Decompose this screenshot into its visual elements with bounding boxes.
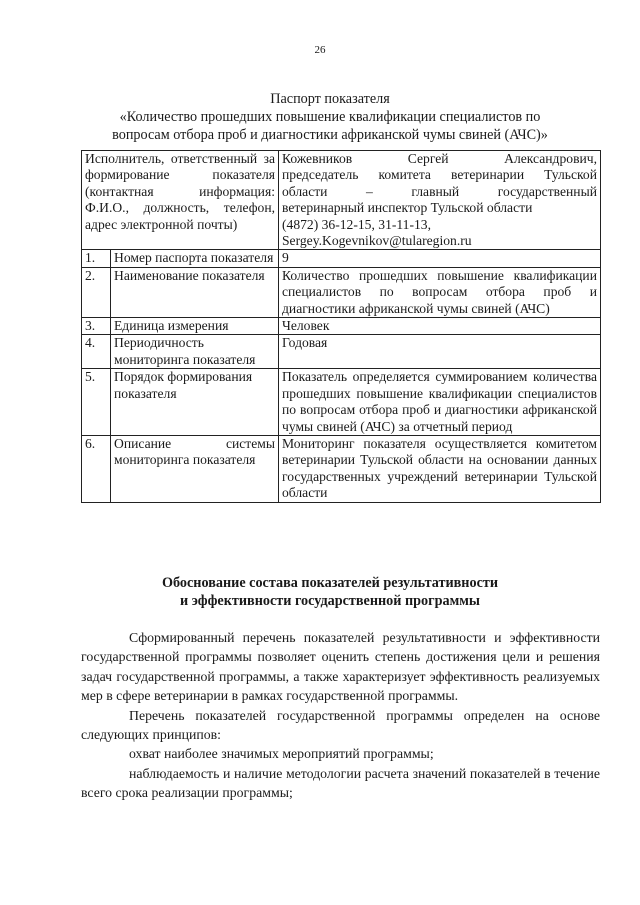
row-value: Показатель определяется суммированием количества прошедших повышение квалификации специалистов по вопросам отбора проб и диагностики африканской чумы свиней (АЧС) за отчетный период — [279, 369, 601, 436]
page-number: 26 — [314, 44, 326, 56]
row-value: 9 — [279, 250, 601, 267]
row-label: Описание системы мониторинга показателя — [111, 435, 279, 502]
title-line-3: вопросам отбора проб и диагностики африканской чумы свиней (АЧС)» — [112, 127, 548, 143]
executor-line: ветеринарный инспектор Тульской области — [282, 200, 533, 216]
section-heading — [60, 574, 600, 610]
paragraph: охват наиболее значимых мероприятий программы; — [129, 746, 434, 762]
executor-value — [279, 151, 601, 250]
row-value: Количество прошедших повышение квалификации специалистов по вопросам отбора проб и диагностики африканской чумы свиней (АЧС) — [279, 267, 601, 317]
table-row — [82, 435, 601, 502]
row-value: Мониторинг показателя осуществляется комитетом ветеринарии Тульской области на основании данных государственных учреждений ветеринарии Тульской области — [279, 435, 601, 502]
paragraph: Перечень показателей государственной программы определен на основе следующих принципов: — [81, 707, 600, 743]
executor-line: Кожевников Сергей Александрович, — [282, 151, 597, 166]
executor-email: Sergey.Kogevnikov@tularegion.ru — [282, 233, 472, 249]
title-line-1: Паспорт показателя — [270, 91, 390, 107]
table-row — [82, 267, 601, 317]
section-heading-line-1: Обоснование состава показателей результативности — [161, 575, 499, 591]
row-number: 1. — [82, 250, 111, 267]
paragraph: наблюдаемость и наличие методологии расчета значений показателей в течение всего срока реализации программы; — [81, 765, 600, 801]
table-row-executor — [82, 151, 601, 250]
row-label: Наименование показателя — [111, 267, 279, 317]
table-row — [82, 250, 601, 267]
executor-line: области – главный государственный — [282, 183, 597, 199]
row-value: Годовая — [279, 335, 601, 369]
row-label: Номер паспорта показателя — [111, 250, 279, 267]
body-text — [81, 628, 600, 803]
row-value: Человек — [279, 318, 601, 335]
paragraph: Сформированный перечень показателей результативности и эффективности государственной программы позволяет оценить степень достижения цели и решения задач государственной программы, а также характеризует эффективность реализуемых мер в сфере ветеринарии в рамках государственной программы. — [81, 630, 600, 704]
table-row — [82, 318, 601, 335]
row-number: 6. — [82, 435, 111, 502]
table-row — [82, 369, 601, 436]
passport-title — [60, 90, 600, 144]
executor-line: (4872) 36-12-15, 31-11-13, — [282, 216, 432, 232]
row-number: 5. — [82, 369, 111, 436]
section-heading-line-2: и эффективности государственной программы — [180, 593, 480, 609]
row-label: Единица измерения — [111, 318, 279, 335]
executor-line: председатель комитета ветеринарии Тульской — [282, 167, 597, 183]
row-number: 4. — [82, 335, 111, 369]
row-label: Периодичность мониторинга показателя — [111, 335, 279, 369]
table-row — [82, 335, 601, 369]
indicator-passport-table — [81, 150, 601, 503]
executor-label: Исполнитель, ответственный за формирование показателя (контактная информация: Ф.И.О., должность, телефон, адрес электронной почты) — [82, 151, 279, 250]
row-number: 3. — [82, 318, 111, 335]
row-number: 2. — [82, 267, 111, 317]
row-label: Порядок формирования показателя — [111, 369, 279, 436]
title-line-2: «Количество прошедших повышение квалификации специалистов по — [119, 109, 541, 125]
